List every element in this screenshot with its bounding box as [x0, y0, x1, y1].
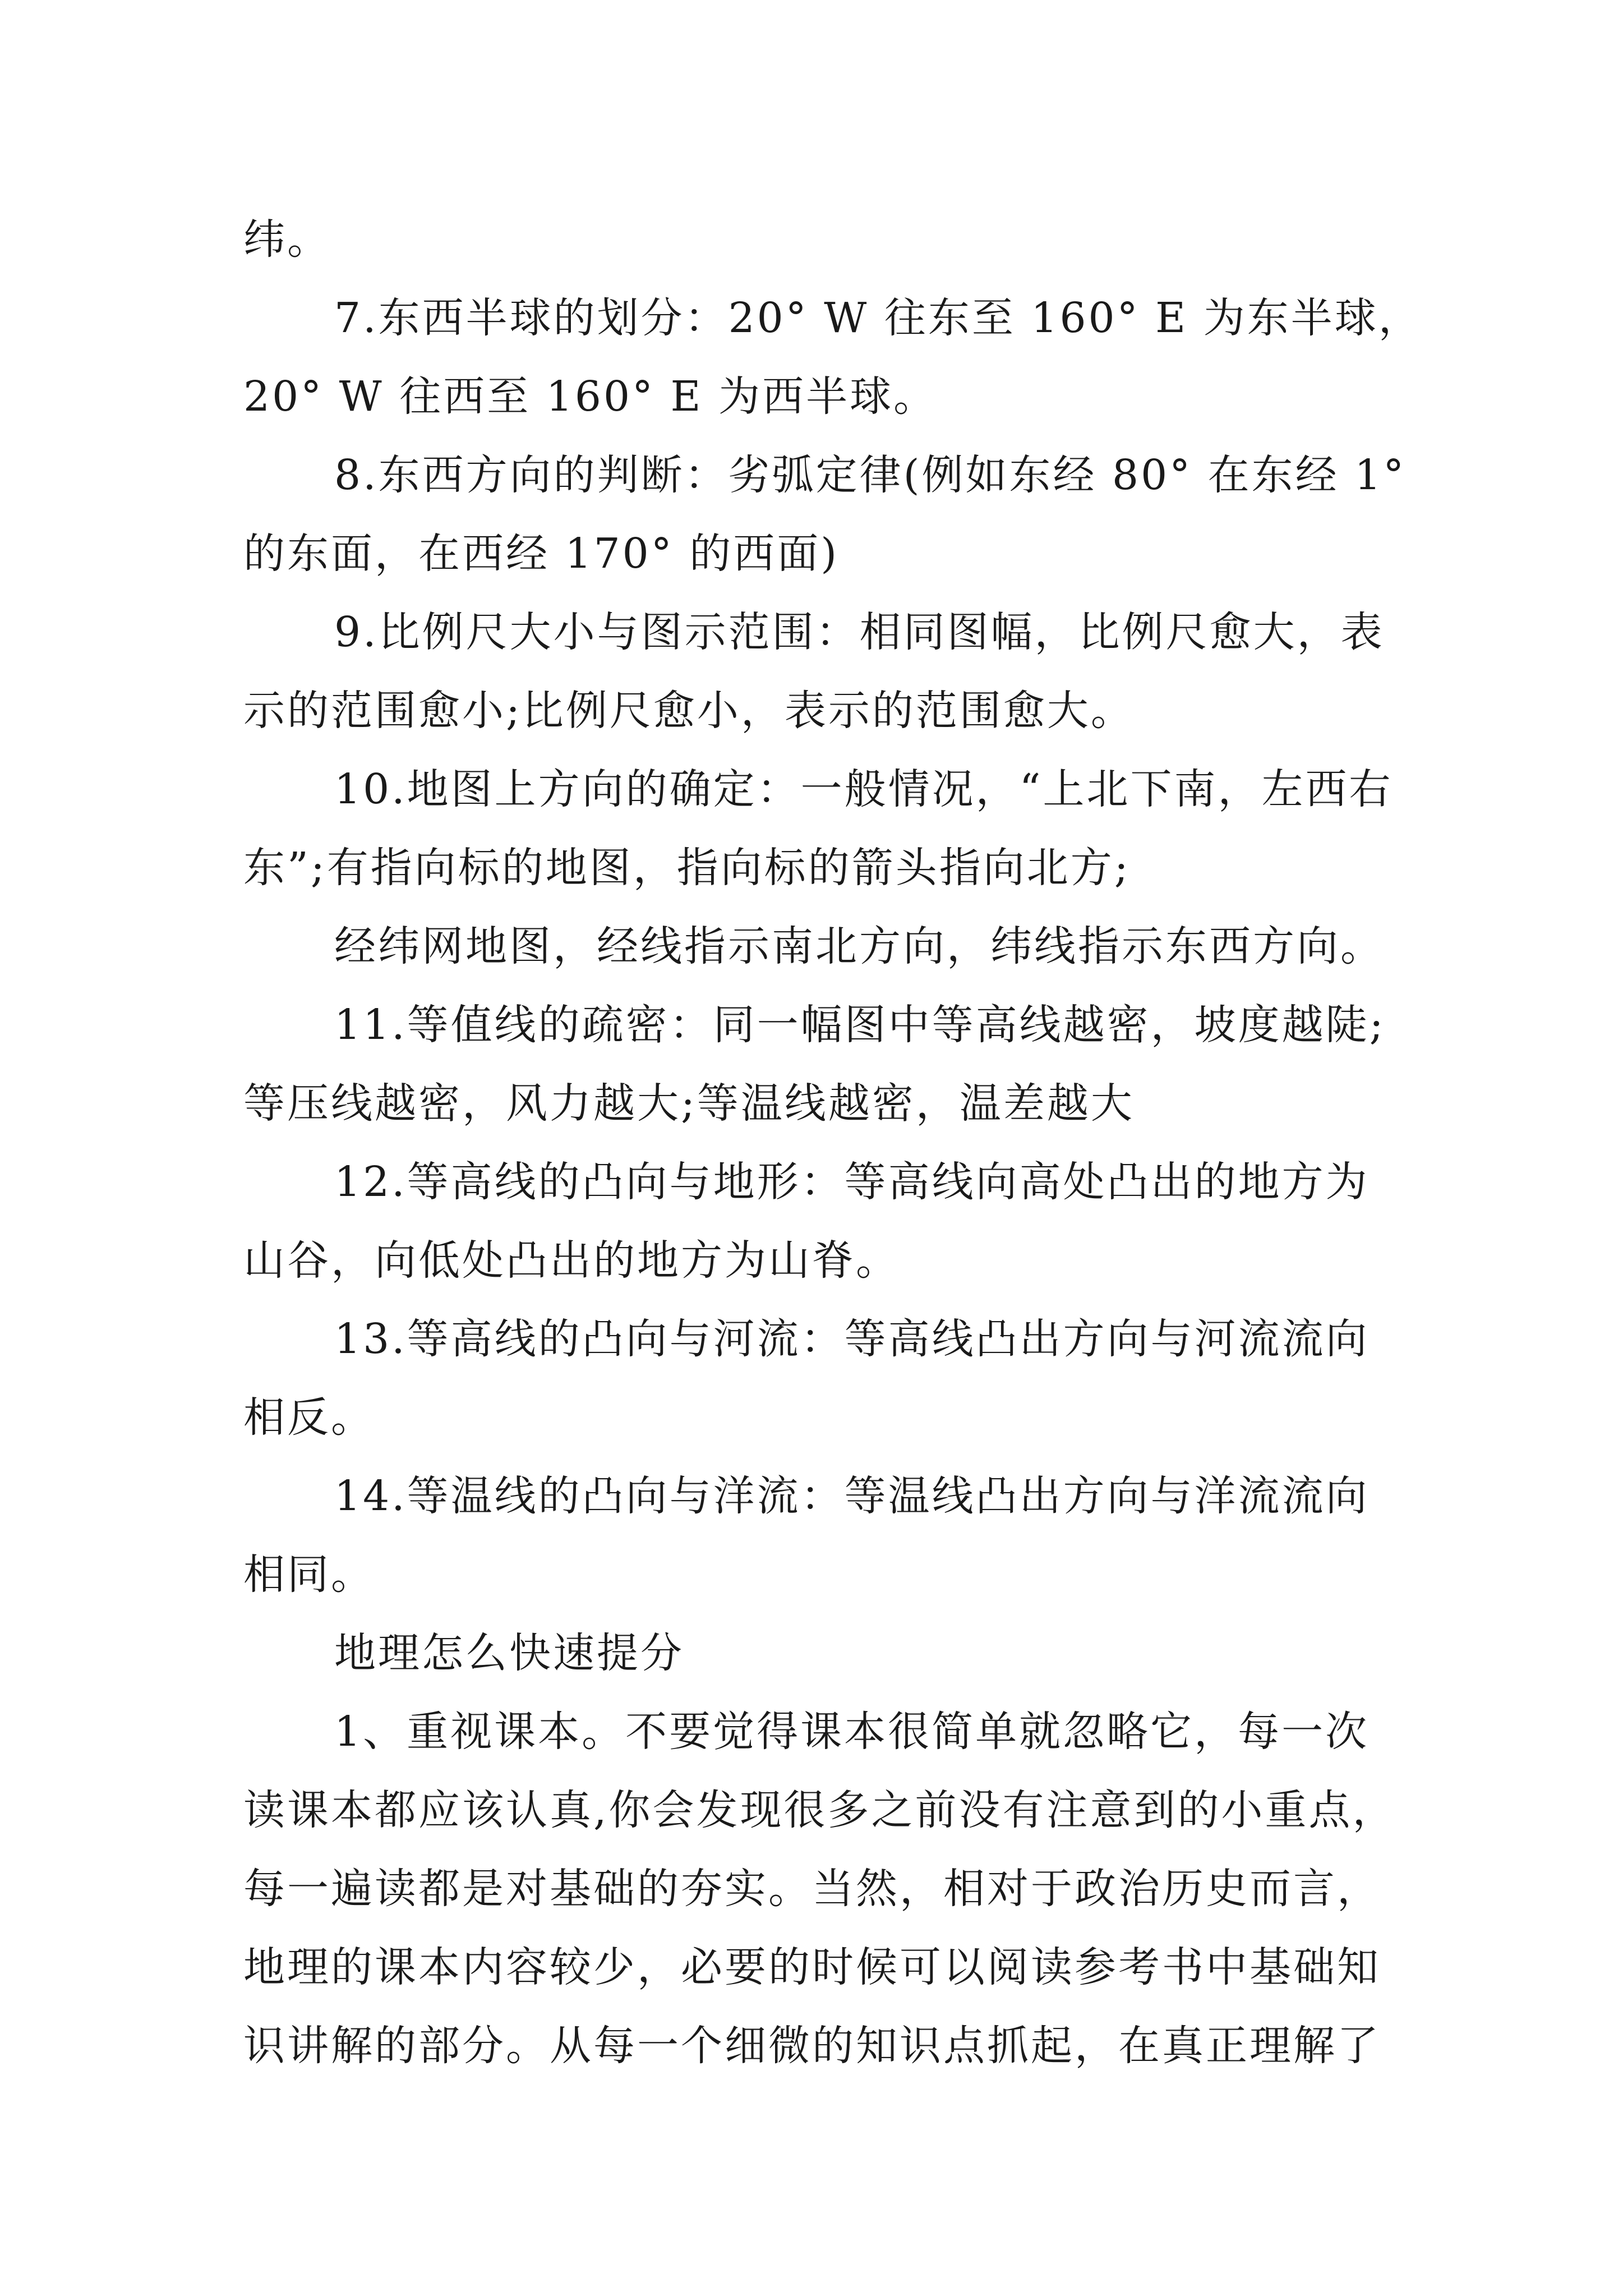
text-line: 8.东西方向的判断：劣弧定律(例如东经 80° 在东经 1° — [334, 451, 1407, 499]
paragraph — [243, 1300, 1399, 1457]
paragraph — [243, 1143, 1399, 1300]
document-body — [243, 200, 1422, 2085]
text-line: 山谷，向低处凸出的地方为山脊。 — [243, 1236, 900, 1285]
text-line: 识讲解的部分。从每一个细微的知识点抓起，在真正理解了 — [243, 2022, 1381, 2070]
section-heading — [243, 1614, 1399, 1692]
text-line: 9.比例尺大小与图示范围：相同图幅，比例尺愈大，表 — [334, 608, 1385, 656]
text-line: 东”;有指向标的地图，指向标的箭头指向北方; — [243, 844, 1131, 892]
text-line: 相同。 — [243, 1550, 375, 1599]
paragraph — [243, 907, 1399, 986]
paragraph — [243, 986, 1399, 1143]
text-line: 13.等高线的凸向与河流：等高线凸出方向与河流流向 — [334, 1315, 1370, 1363]
paragraph — [243, 436, 1407, 593]
text-line: 20° W 往西至 160° E 为西半球。 — [243, 372, 938, 421]
text-line: 纬。 — [243, 215, 331, 264]
text-line: 示的范围愈小;比例尺愈小，表示的范围愈大。 — [243, 687, 1135, 735]
text-line: 经纬网地图，经线指示南北方向，纬线指示东西方向。 — [334, 922, 1384, 970]
text-line: 7.东西半球的划分：20° W 往东至 160° E 为东半球， — [334, 294, 1422, 342]
text-line: 10.地图上方向的确定：一般情况，“上北下南，左西右 — [334, 765, 1393, 813]
text-line: 每一遍读都是对基础的夯实。当然，相对于政治历史而言， — [243, 1865, 1381, 1913]
paragraph — [243, 200, 1399, 279]
text-line: 1、重视课本。不要觉得课本很简单就忽略它，每一次 — [334, 1708, 1370, 1756]
text-line: 地理怎么快速提分 — [334, 1629, 684, 1677]
text-line: 11.等值线的疏密：同一幅图中等高线越密，坡度越陡; — [334, 1001, 1386, 1049]
text-line: 14.等温线的凸向与洋流：等温线凸出方向与洋流流向 — [334, 1472, 1370, 1520]
text-line: 等压线越密，风力越大;等温线越密，温差越大 — [243, 1079, 1135, 1128]
text-line: 读课本都应该认真,你会发现很多之前没有注意到的小重点， — [243, 1786, 1396, 1834]
text-line: 相反。 — [243, 1393, 375, 1442]
paragraph — [243, 279, 1422, 436]
text-line: 地理的课本内容较少，必要的时候可以阅读参考书中基础知 — [243, 1943, 1381, 1991]
paragraph — [243, 1692, 1399, 2085]
paragraph — [243, 1457, 1399, 1614]
paragraph — [243, 593, 1399, 750]
paragraph — [243, 750, 1399, 907]
text-line: 12.等高线的凸向与地形：等高线向高处凸出的地方为 — [334, 1158, 1370, 1206]
text-line: 的东面，在西经 170° 的西面) — [243, 530, 840, 578]
